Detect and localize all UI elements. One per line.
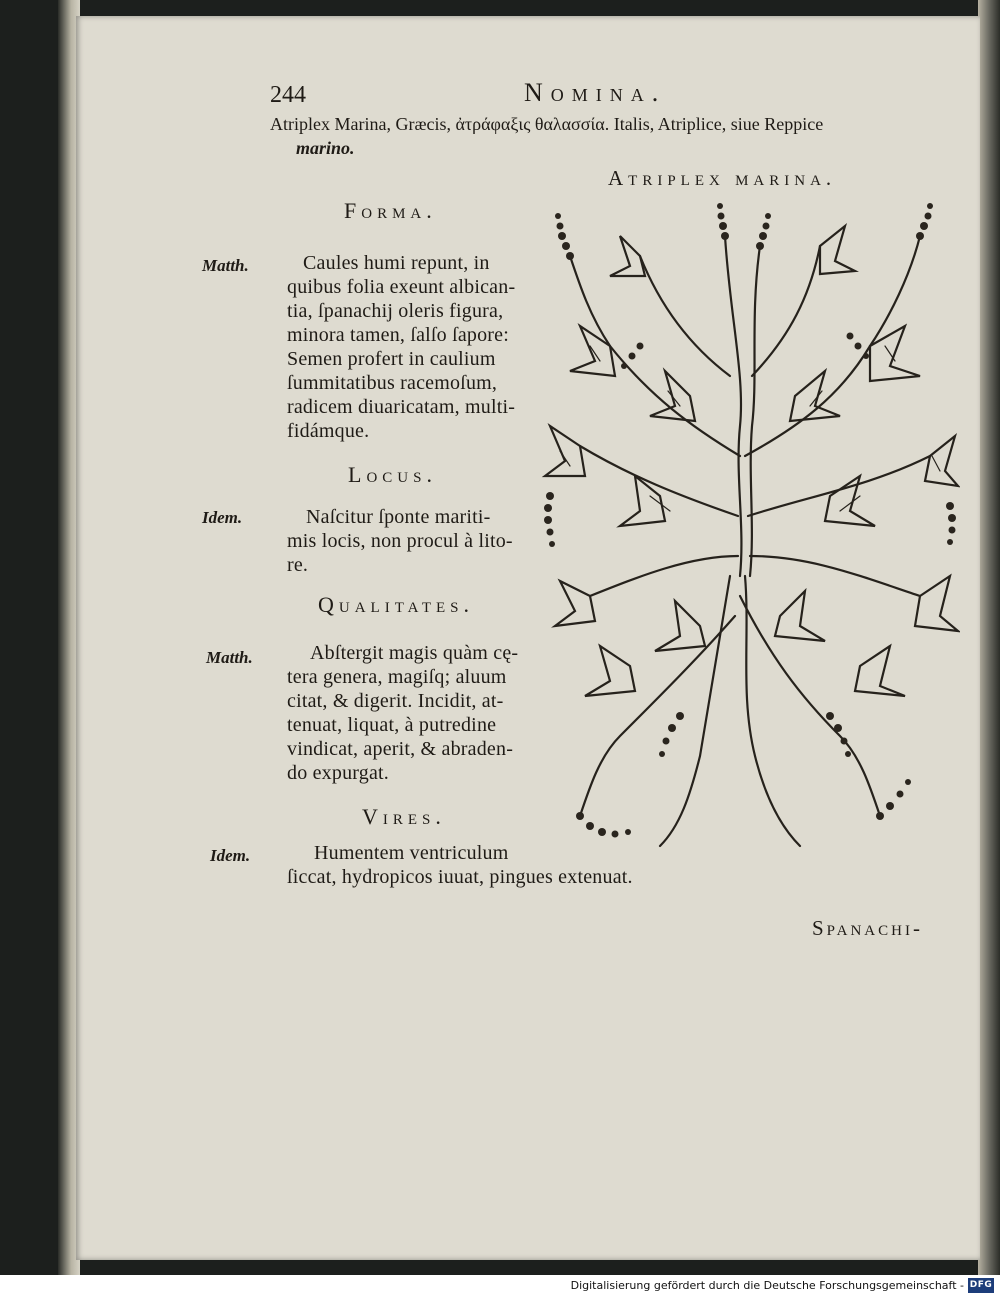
forma-line: minora tamen, ſalſo ſapore: [287,324,509,346]
margin-note-vires: Idem. [210,846,251,865]
qualitates-line: tera genera, magiſq; aluum [287,666,507,688]
forma-line: radicem diuaricatam, multi- [287,396,516,418]
forma-line: quibus folia exeunt albican- [287,276,516,298]
vires-line: ſiccat, hydropicos iuuat, pingues extenuat. [287,866,633,888]
vires-line: Humentem ventriculum [314,842,509,864]
running-head: Nomina. [524,78,667,107]
figure-caption: Atriplex marina. [608,166,837,190]
forma-line: Caules humi repunt, in [303,252,490,274]
qualitates-line: vindicat, aperit, & abraden- [287,738,514,760]
qualitates-line: citat, & digerit. Incidit, at- [287,690,504,712]
catchword: Spanachi- [812,916,923,940]
digitization-footer [0,1275,1000,1297]
section-heading-locus: Locus. [348,462,437,487]
locus-line: mis locis, non procul à lito- [287,530,513,552]
forma-line: fidámque. [287,420,370,442]
qualitates-line: Abſtergit magis quàm cę- [310,642,519,664]
dfg-logo: DFG [968,1278,994,1293]
footer-credit-text: Digitalisierung gefördert durch die Deutsche Forschungsgemeinschaft - [570,1279,964,1292]
locus-line: re. [287,554,309,576]
page-edge-right [978,0,1000,1275]
section-heading-forma: Forma. [344,198,437,223]
margin-note-locus: Idem. [202,508,243,527]
forma-line: tia, ſpanachij oleris figura, [287,300,504,322]
margin-note-qualitates: Matth. [206,648,253,667]
qualitates-line: do expurgat. [287,762,390,784]
forma-line: ſummitatibus racemoſum, [287,372,498,394]
qualitates-line: tenuat, liquat, à putredine [287,714,497,736]
section-heading-vires: Vires. [362,804,446,829]
entry-title-line2: marino. [296,138,355,158]
margin-note-forma: Matth. [202,256,249,275]
section-heading-qualitates: Qualitates. [318,592,475,617]
page-number: 244 [270,82,306,108]
locus-line: Naſcitur ſponte mariti- [306,506,491,528]
entry-title-line1: Atriplex Marina, Græcis, ἀτράφαξις θαλασσία. Italis, Atriplice, siue Reppice [270,114,824,134]
forma-line: Semen profert in caulium [287,348,496,370]
atriplex-woodcut-illustration [540,196,960,866]
